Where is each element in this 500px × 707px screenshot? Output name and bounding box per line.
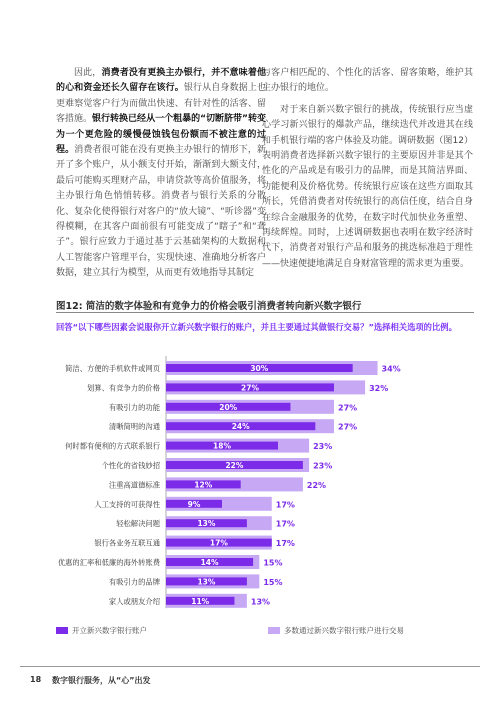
figure-title: 图12: 简洁的数字体验和有竞争力的价格会吸引消费者转向新兴数字银行 <box>56 301 362 312</box>
figure-subtitle: 回答“以下哪些因素会说服你开立新兴数字银行的账户，并且主要通过其做银行交易？”选择相关选项的比例。 <box>56 322 457 332</box>
category-label: 何时都有便利的方式联系银行 <box>65 441 160 451</box>
left-text-column <box>56 66 266 282</box>
data-label-series-1: 12% <box>194 480 213 490</box>
data-label-series-2: 17% <box>275 539 295 549</box>
data-label-series-2: 32% <box>369 383 389 393</box>
legend-label: 多数通过新兴数字银行账户进行交易 <box>284 626 404 635</box>
data-label-series-2: 27% <box>338 422 358 432</box>
category-label: 轻松解决问题 <box>116 519 160 529</box>
data-label-series-1: 20% <box>219 402 238 412</box>
data-label-series-2: 27% <box>338 403 358 413</box>
data-label-series-1: 27% <box>241 383 259 393</box>
data-label-series-2: 23% <box>313 461 333 471</box>
data-label-series-2: 23% <box>313 442 333 452</box>
category-label: 清晰简明的沟通 <box>108 422 160 432</box>
data-label-series-1: 11% <box>191 596 210 606</box>
data-label-series-2: 22% <box>306 480 327 490</box>
category-label: 人工支持的可获得性 <box>94 499 160 509</box>
data-label-series-2: 17% <box>275 519 295 529</box>
bar-chart <box>0 352 500 614</box>
right-text-column <box>262 66 473 272</box>
category-label: 有吸引力的功能 <box>108 402 160 412</box>
category-label: 个性化的省钱妙招 <box>101 461 160 470</box>
data-label-series-1: 13% <box>197 519 216 529</box>
data-label-series-1: 17% <box>209 538 228 548</box>
data-label-series-2: 17% <box>275 500 295 510</box>
category-label: 银行各业务互联互通 <box>94 538 160 548</box>
bold-text: 银行转换已经从一个粗暴的“切断脐带”转变为一个更危险的缓慢侵蚀钱包份额而不被注意的过程。 <box>56 114 266 156</box>
data-label-series-1: 30% <box>250 364 269 373</box>
data-label-series-2: 15% <box>263 558 283 568</box>
data-label-series-2: 34% <box>381 364 401 374</box>
category-label: 注重高道德标准 <box>108 480 160 490</box>
right-paragraph-1: 与客户相匹配的、个性化的活客、留客策略，维护其主办银行的地位。 <box>262 68 473 94</box>
legend-item-main-transactions <box>268 625 404 636</box>
legend-swatch <box>268 627 280 634</box>
left-paragraph <box>56 66 266 282</box>
legend-item-open-account <box>56 625 147 636</box>
text-segment: 银行从自身数据上也更难察觉客户行为而做出快速、有针对性的活客、留客措施。 <box>56 83 266 125</box>
footer-title: 数字银行服务，从“心”出发 <box>52 676 151 685</box>
category-label: 简洁、方便的手机软件或网页 <box>65 364 160 373</box>
legend-label: 开立新兴数字银行账户 <box>72 626 147 635</box>
data-label-series-1: 14% <box>200 558 219 567</box>
category-label: 家人或朋友介绍 <box>108 596 160 606</box>
bold-text: 消费者没有更换主办银行，并不意味着他的心和资金还长久留存在该行。 <box>56 68 266 94</box>
figure-divider <box>56 312 474 313</box>
data-label-series-2: 13% <box>250 597 271 607</box>
text-segment: 因此， <box>74 68 102 78</box>
data-label-series-2: 15% <box>263 577 283 587</box>
category-label: 有吸引力的品牌 <box>108 577 160 587</box>
footer-divider <box>20 666 480 667</box>
data-label-series-1: 24% <box>231 422 250 432</box>
right-paragraph-2: 对于来自新兴数字银行的挑战，传统银行应当虚心学习新兴银行的爆款产品，继续迭代并改进其在线和手机银行端的客户体验及功能。调研数据（图12）表明消费者选择新兴数字银行的主要原因并非是其个性化的产品或是有吸引力的品牌，而是其简洁界面、功能便利及价格优势。传统银行应该在这些方面取其所长，凭借消费者对传统银行的高信任度，结合自身在综合金融服务的优势，在数字时代加快业务重塑、再续辉煌。同时，上述调研数据也表明在数字经济时代下，消费者对银行产品和服务的挑选标准趋于理性——快速便捷地满足自身财富管理的需求更为重要。 <box>262 104 473 269</box>
data-label-series-1: 13% <box>197 577 216 587</box>
legend-swatch <box>56 627 68 634</box>
category-label: 划算、有竞争力的价格 <box>87 383 160 393</box>
data-label-series-1: 18% <box>213 441 231 451</box>
data-label-series-1: 9% <box>187 499 201 509</box>
page-number: 18 <box>30 675 42 684</box>
category-label: 优惠的汇率和低廉的海外转账费 <box>57 558 160 567</box>
text-segment: 消费者很可能在没有更换主办银行的情形下，新开了多个账户，从小额支付开始，渐渐到大额支付，最后可能购买理财产品，申请贷款等高价值服务，将主办银行角色悄悄转移。消费者与银行关系的分散化、复杂化使得银行对客户的“放大镜”、“听诊器”变得模糊，在其客户面前很有可能变成了“瞎子”和“聋子”。银行应致力于通过基于云基础架构的大数据和人工智能客户管理平台，实现快速、准确地分析客户数据，建立其行为模型，从而更有效地指导其制定 <box>56 145 266 279</box>
data-label-series-1: 22% <box>225 461 244 470</box>
